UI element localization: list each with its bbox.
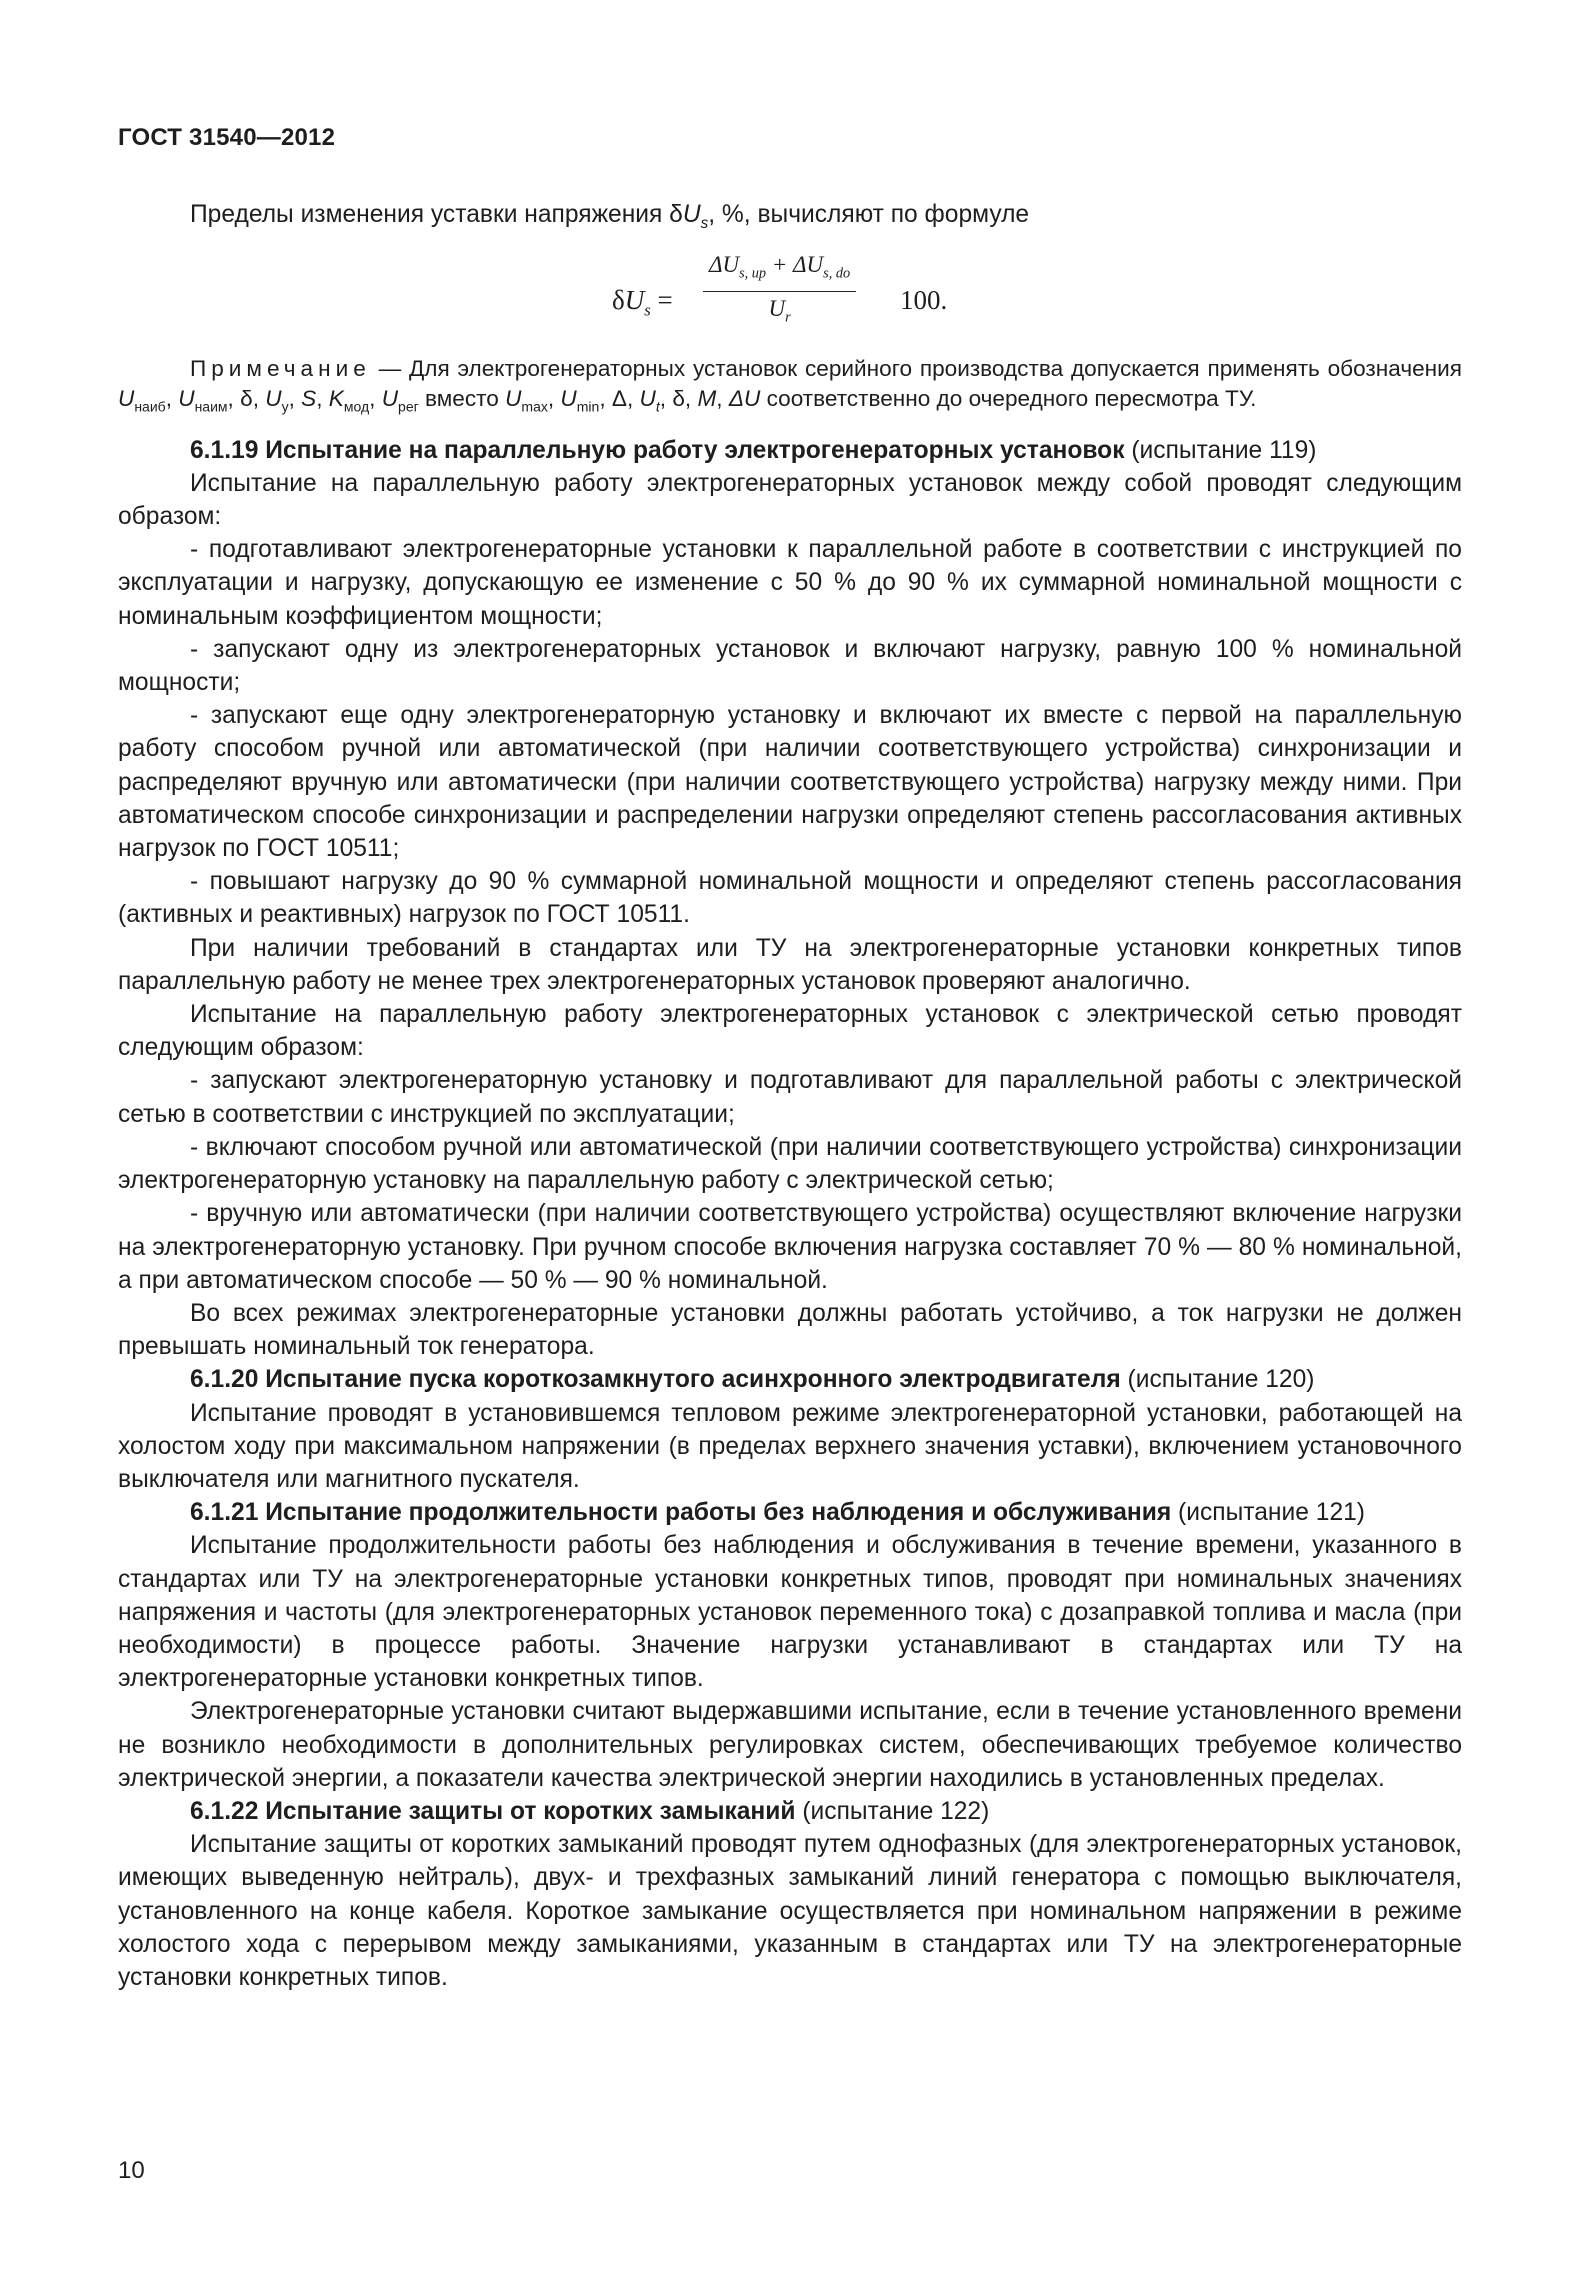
formula-intro: Пределы изменения уставки напряжения $\delta U_s$, %, вычисляют по формуле — [190, 201, 1030, 232]
paragraph: Испытание проводят в установившемся тепловом режиме электрогенераторной установки, работающей на холостом ходу при максимальном напряжении (в пределах верхнего значения уставки), включением установочного выключателя или магнитного пускателя. — [118, 1399, 1462, 1493]
formula-multiplier: 100. — [900, 285, 948, 316]
voltage-setting-formula — [118, 240, 1462, 352]
paragraph: Испытание продолжительности работы без наблюдения и обслуживания в течение времени, указанного в стандартах или ТУ на электрогенераторные установки конкретных типов, проводят при номинальных значениях напряжения и частоты (для электрогенераторных установок переменного тока) с дозаправкой топлива и масла (при необходимости) в процессе работы. Значение нагрузки устанавливают в стандартах или ТУ на электрогенераторные установки конкретных типов. — [118, 1532, 1462, 1693]
section-6-1-21-heading: 6.1.21 Испытание продолжительности работы без наблюдения и обслуживания (испытание 121) — [190, 1499, 1365, 1527]
paragraph: Испытание на параллельную работу электрогенераторных установок между собой проводят следующим образом: — [118, 469, 1462, 531]
formula-denominator: $U_r$ — [768, 295, 791, 326]
formula-numerator: $\Delta U_{s, up} + \Delta U_{s, do}$ — [703, 248, 856, 292]
document-body — [118, 198, 1462, 1994]
note-paragraph: Примечание — Для электрогенераторных установок серийного производства допускается применять обозначения $U_{наиб}$, $U_{наим}$, δ, $U_у$, S, $K_{мод}$, $U_{рег}$ вместо $U_{max}$, $U_{min}$, Δ, $U_t$, δ, M, ΔU соответственно до очередного пересмотра ТУ. — [118, 356, 1463, 415]
paragraph: При наличии требований в стандартах или ТУ на электрогенераторные установки конкретных типов параллельную работу не менее трех электрогенераторных установок проверяют аналогично. — [118, 934, 1462, 995]
section-6-1-20-heading: 6.1.20 Испытание пуска короткозамкнутого асинхронного электродвигателя (испытание 120) — [190, 1366, 1315, 1394]
formula-fraction — [703, 248, 856, 335]
list-item: - запускают электрогенераторную установку и подготавливают для параллельной работы с электрической сетью в соответствии с инструкцией по эксплуатации; — [118, 1067, 1462, 1128]
section-6-1-22-heading: 6.1.22 Испытание защиты от коротких замыканий (испытание 122) — [190, 1797, 990, 1825]
list-item: - включают способом ручной или автоматической (при наличии соответствующего устройства) синхронизации электрогенераторную установку на параллельную работу с электрической сетью; — [118, 1133, 1462, 1195]
list-item: - вручную или автоматически (при наличии соответствующего устройства) осуществляют включение нагрузки на электрогенераторную установку. При ручном способе включения нагрузка составляет 70 % — 80 % номинальной, а при автоматическом способе — 50 % — 90 % номинальной. — [118, 1200, 1462, 1294]
list-item: - подготавливают электрогенераторные установки к параллельной работе в соответствии с инструкцией по эксплуатации и нагрузку, допускающую ее изменение с 50 % до 90 % их суммарной номинальной мощности с номинальным коэффициентом мощности; — [118, 536, 1462, 630]
page-number: 10 — [118, 2157, 145, 2184]
paragraph: Испытание защиты от коротких замыканий проводят путем однофазных (для электрогенераторных установок, имеющих выведенную нейтраль), двух- и трехфазных замыканий линий генератора с помощью выключателя, установленного на конце кабеля. Короткое замыкание осуществляется при номинальном напряжении в режиме холостого хода с перерывом между замыканиями, указанным в стандартах или ТУ на электрогенераторные установки конкретных типов. — [118, 1831, 1462, 1991]
formula-lhs: $\delta U_s$ = — [612, 285, 673, 320]
paragraph: Испытание на параллельную работу электрогенераторных установок с электрической сетью проводят следующим образом: — [118, 1001, 1462, 1062]
paragraph: Во всех режимах электрогенераторные установки должны работать устойчиво, а ток нагрузки не должен превышать номинальный ток генератора. — [118, 1299, 1462, 1361]
section-6-1-19-heading: 6.1.19 Испытание на параллельную работу электрогенераторных установок (испытание 119) — [190, 436, 1317, 464]
list-item: - запускают одну из электрогенераторных установок и включают нагрузку, равную 100 % номинальной мощности; — [118, 635, 1462, 697]
document-header: ГОСТ 31540—2012 — [118, 124, 336, 151]
list-item: - запускают еще одну электрогенераторную установку и включают их вместе с первой на параллельную работу способом ручной или автоматической (при наличии соответствующего устройства) синхронизации и распределяют вручную или автоматически (при наличии соответствующего устройства) нагрузку между ними. При автоматическом способе синхронизации и распределении нагрузки определяют степень рассогласования активных нагрузок по ГОСТ 10511; — [118, 702, 1462, 863]
paragraph: Электрогенераторные установки считают выдержавшими испытание, если в течение установленного времени не возникло необходимости в дополнительных регулировках систем, обеспечивающих требуемое количество электрической энергии, а показатели качества электрической энергии находились в установленных пределах. — [118, 1698, 1462, 1792]
list-item: - повышают нагрузку до 90 % суммарной номинальной мощности и определяют степень рассогласования (активных и реактивных) нагрузок по ГОСТ 10511. — [118, 868, 1462, 929]
